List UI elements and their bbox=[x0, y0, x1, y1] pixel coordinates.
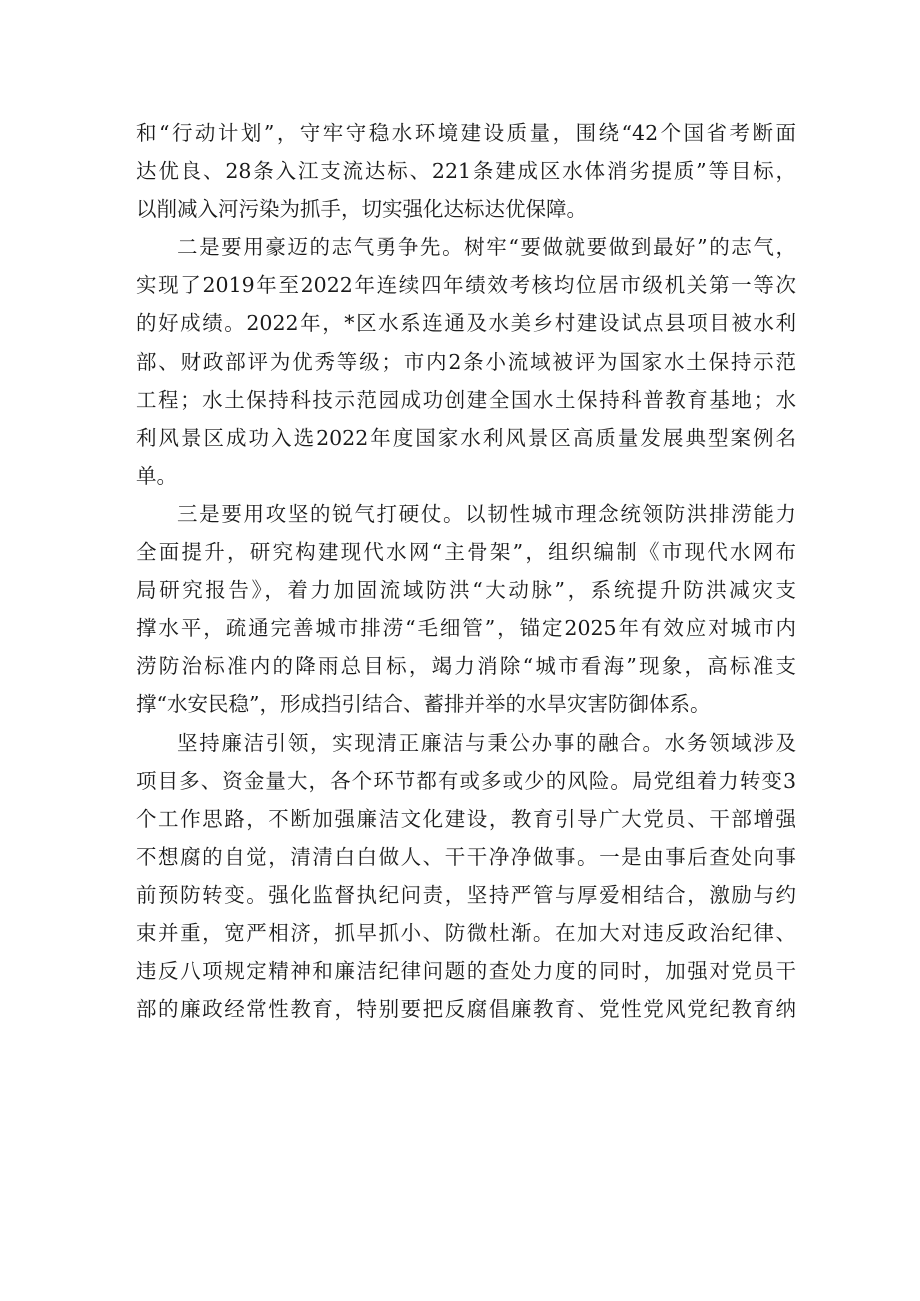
paragraph-1-line-2: 达优良、28条入江支流达标、221条建成区水体消劣提质”等目标， bbox=[136, 159, 796, 184]
paragraph-2-line-1: 二是要用豪迈的志气勇争先。树牢“要做就要做到最好”的志气， bbox=[177, 235, 796, 260]
paragraph-2-line-2: 实现了2019年至2022年连续四年绩效考核均位居市级机关第一等次 bbox=[136, 273, 796, 298]
paragraph-4-line-5: 前预防转变。强化监督执纪问责，坚持严管与厚爱相结合，激励与约 bbox=[136, 882, 796, 907]
paragraph-2-line-4: 部、财政部评为优秀等级；市内2条小流域被评为国家水土保持示范 bbox=[136, 349, 796, 374]
paragraph-4-line-4: 不想腐的自觉，清清白白做人、干干净净做事。一是由事后查处向事 bbox=[136, 844, 796, 869]
paragraph-3-line-1: 三是要用攻坚的锐气打硬仗。以韧性城市理念统领防洪排涝能力 bbox=[177, 501, 796, 526]
paragraph-3-line-2: 全面提升，研究构建现代水网“主骨架”，组织编制《市现代水网布 bbox=[136, 540, 796, 565]
paragraph-4-line-8: 部的廉政经常性教育，特别要把反腐倡廉教育、党性党风党纪教育纳 bbox=[136, 997, 796, 1022]
paragraph-3-line-3: 局研究报告》，着力加固流域防洪“大动脉”，系统提升防洪减灾支 bbox=[136, 578, 796, 603]
paragraph-4-line-3: 个工作思路，不断加强廉洁文化建设，教育引导广大党员、干部增强 bbox=[136, 806, 796, 831]
paragraph-3-line-4: 撑水平，疏通完善城市排涝“毛细管”，锚定2025年有效应对城市内 bbox=[136, 616, 796, 641]
paragraph-4-line-7: 违反八项规定精神和廉洁纪律问题的查处力度的同时，加强对党员干 bbox=[136, 959, 796, 984]
paragraph-2-line-3: 的好成绩。2022年，*区水系连通及水美乡村建设试点县项目被水利 bbox=[136, 311, 796, 336]
document-body bbox=[136, 114, 796, 1028]
paragraph-1-line-1: 和“行动计划”，守牢守稳水环境建设质量，围绕“42个国省考断面 bbox=[136, 121, 796, 145]
paragraph-4-line-1: 坚持廉洁引领，实现清正廉洁与秉公办事的融合。水务领域涉及 bbox=[177, 730, 796, 755]
paragraph-4-line-6: 束并重，宽严相济，抓早抓小、防微杜渐。在加大对违反政治纪律、 bbox=[136, 920, 796, 945]
paragraph-2-line-5: 工程；水土保持科技示范园成功创建全国水土保持科普教育基地；水 bbox=[136, 387, 796, 412]
paragraph-4-line-2: 项目多、资金量大，各个环节都有或多或少的风险。局党组着力转变3 bbox=[136, 768, 796, 793]
paragraph-1-line-3: 以削减入河污染为抓手，切实强化达标达优保障。 bbox=[136, 197, 587, 222]
paragraph-3-line-5: 涝防治标准内的降雨总目标，竭力消除“城市看海”现象，高标准支 bbox=[136, 654, 796, 679]
paragraph-2-line-6: 利风景区成功入选2022年度国家水利风景区高质量发展典型案例名 bbox=[136, 425, 796, 450]
paragraph-2-line-7: 单。 bbox=[136, 463, 177, 488]
paragraph-3-line-6: 撑“水安民稳”，形成挡引结合、蓄排并举的水旱灾害防御体系。 bbox=[136, 692, 711, 717]
